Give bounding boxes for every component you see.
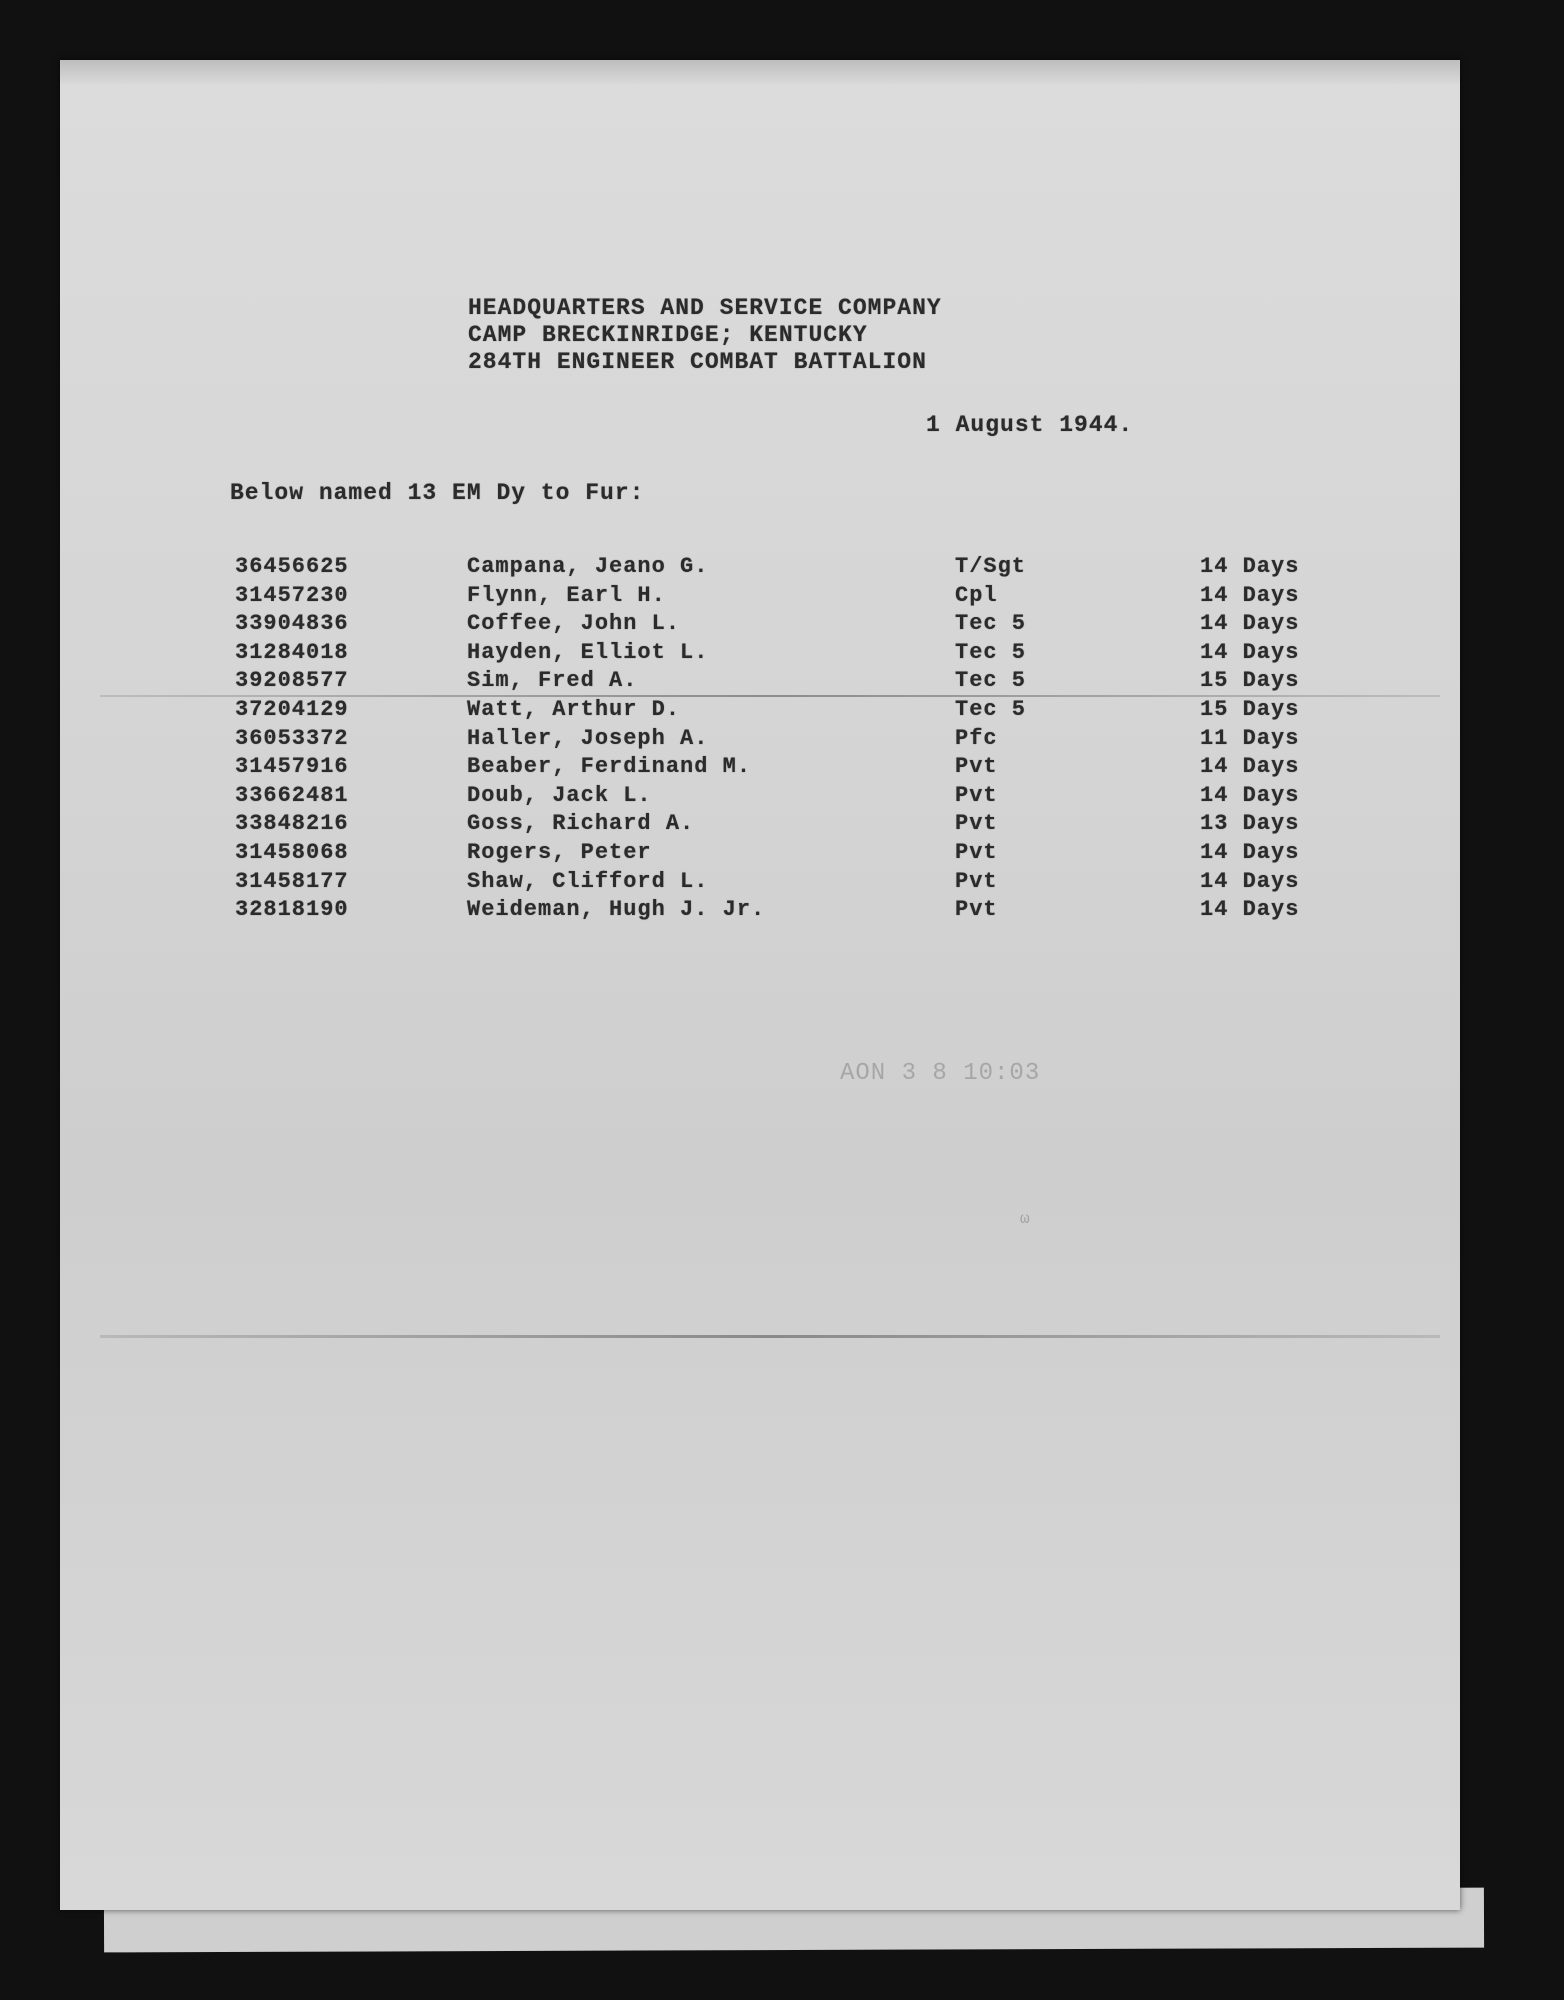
furlough-days: 14 Days (1200, 639, 1300, 665)
serial-number: 31457916 (235, 754, 349, 780)
serial-number: 36456625 (235, 554, 349, 579)
soldier-name: Rogers, Peter (467, 839, 652, 865)
rank: Cpl (955, 582, 998, 608)
rank: Pvt (955, 782, 998, 808)
rank: Pvt (955, 811, 998, 837)
furlough-days: 14 Days (1200, 782, 1300, 808)
document-date: 1 August 1944. (926, 412, 1134, 438)
serial-number: 32818190 (235, 897, 349, 923)
serial-number: 39208577 (235, 668, 349, 694)
soldier-name: Sim, Fred A. (467, 668, 638, 694)
soldier-name: Coffee, John L. (467, 611, 681, 637)
furlough-days: 14 Days (1200, 868, 1300, 894)
furlough-days: 15 Days (1200, 668, 1300, 694)
furlough-days: 11 Days (1200, 725, 1300, 751)
page-top-edge (60, 60, 1460, 84)
serial-number: 33904836 (235, 611, 349, 637)
soldier-name: Beaber, Ferdinand M. (467, 754, 752, 780)
serial-number: 31457230 (235, 582, 349, 608)
rank: Pvt (955, 839, 998, 865)
rank: Pvt (955, 754, 998, 780)
rank: Tec 5 (955, 611, 1027, 637)
rank: Pfc (955, 725, 998, 751)
soldier-name: Doub, Jack L. (467, 782, 652, 808)
soldier-name: Shaw, Clifford L. (467, 868, 709, 894)
soldier-name: Goss, Richard A. (467, 811, 695, 837)
rank: Tec 5 (955, 668, 1027, 694)
rank: Tec 5 (955, 696, 1027, 722)
serial-number: 31284018 (235, 639, 349, 665)
serial-number: 33662481 (235, 782, 349, 808)
serial-number: 36053372 (235, 725, 349, 751)
furlough-days: 14 Days (1200, 582, 1300, 608)
letterhead (468, 295, 942, 376)
letterhead-line-company: HEADQUARTERS AND SERVICE COMPANY (468, 295, 942, 321)
rank: Pvt (955, 868, 998, 894)
serial-number: 31458177 (235, 868, 349, 894)
furlough-days: 14 Days (1200, 897, 1300, 923)
serial-number: 31458068 (235, 839, 349, 865)
soldier-name: Weideman, Hugh J. Jr. (467, 897, 766, 923)
furlough-days: 15 Days (1200, 696, 1300, 722)
letterhead-line-battalion: 284TH ENGINEER COMBAT BATTALION (468, 349, 927, 375)
soldier-name: Flynn, Earl H. (467, 582, 666, 608)
document-page (60, 60, 1460, 1910)
furlough-days: 14 Days (1200, 554, 1300, 579)
fold-line (100, 1335, 1440, 1338)
furlough-days: 14 Days (1200, 839, 1300, 865)
rank: Pvt (955, 897, 998, 923)
serial-number: 33848216 (235, 811, 349, 837)
soldier-name: Watt, Arthur D. (467, 696, 681, 722)
furlough-days: 14 Days (1200, 754, 1300, 780)
faded-stamp: AON 3 8 10:03 (840, 1060, 1041, 1087)
rank: T/Sgt (955, 554, 1027, 579)
letterhead-line-camp: CAMP BRECKINRIDGE; KENTUCKY (468, 322, 868, 348)
stray-mark: ω (1020, 1210, 1031, 1228)
rank: Tec 5 (955, 639, 1027, 665)
soldier-name: Hayden, Elliot L. (467, 639, 709, 665)
soldier-name: Haller, Joseph A. (467, 725, 709, 751)
soldier-name: Campana, Jeano G. (467, 554, 709, 579)
furlough-days: 13 Days (1200, 811, 1300, 837)
furlough-days: 14 Days (1200, 611, 1300, 637)
intro-statement: Below named 13 EM Dy to Fur: (230, 480, 645, 506)
serial-number: 37204129 (235, 696, 349, 722)
